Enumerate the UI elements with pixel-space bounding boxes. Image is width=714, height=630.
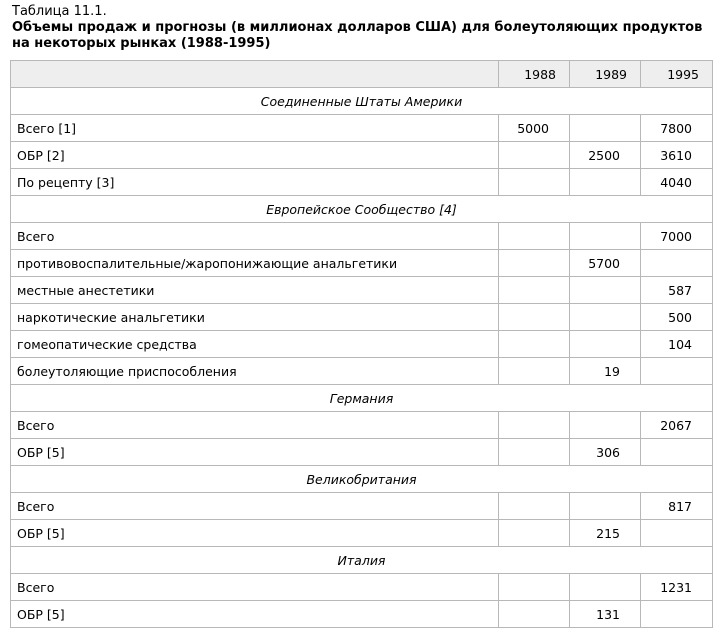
value-1989: 19 xyxy=(570,358,641,385)
table-row xyxy=(11,277,713,304)
value-1989 xyxy=(570,331,641,358)
header-year-1988: 1988 xyxy=(499,61,570,88)
value-1989 xyxy=(570,493,641,520)
header-year-1989: 1989 xyxy=(570,61,641,88)
table-header-row xyxy=(11,61,713,88)
value-1995: 817 xyxy=(641,493,713,520)
value-1995: 7800 xyxy=(641,115,713,142)
value-1989: 2500 xyxy=(570,142,641,169)
table-row xyxy=(11,439,713,466)
value-1995 xyxy=(641,358,713,385)
value-1989 xyxy=(570,223,641,250)
row-label: противовоспалительные/жаропонижающие анальгетики xyxy=(11,250,499,277)
row-label: гомеопатические средства xyxy=(11,331,499,358)
value-1988 xyxy=(499,223,570,250)
row-label: наркотические анальгетики xyxy=(11,304,499,331)
row-label: ОБР [5] xyxy=(11,601,499,628)
value-1988 xyxy=(499,358,570,385)
row-label: Всего xyxy=(11,223,499,250)
value-1989 xyxy=(570,574,641,601)
section-title: Европейское Сообщество [4] xyxy=(11,196,713,223)
table-row xyxy=(11,223,713,250)
table-row xyxy=(11,142,713,169)
value-1989 xyxy=(570,412,641,439)
table-row xyxy=(11,574,713,601)
row-label: болеутоляющие приспособления xyxy=(11,358,499,385)
value-1995: 500 xyxy=(641,304,713,331)
sales-table-body xyxy=(11,61,713,628)
row-label: Всего xyxy=(11,574,499,601)
section-title: Великобритания xyxy=(11,466,713,493)
value-1988 xyxy=(499,520,570,547)
value-1988 xyxy=(499,304,570,331)
value-1995 xyxy=(641,250,713,277)
section-row xyxy=(11,547,713,574)
row-label: ОБР [5] xyxy=(11,520,499,547)
section-row xyxy=(11,466,713,493)
section-title: Италия xyxy=(11,547,713,574)
value-1988 xyxy=(499,142,570,169)
value-1989: 306 xyxy=(570,439,641,466)
value-1988 xyxy=(499,574,570,601)
section-row xyxy=(11,196,713,223)
value-1988 xyxy=(499,169,570,196)
value-1989: 131 xyxy=(570,601,641,628)
value-1995: 587 xyxy=(641,277,713,304)
table-row xyxy=(11,493,713,520)
value-1989: 215 xyxy=(570,520,641,547)
table-row xyxy=(11,115,713,142)
value-1989 xyxy=(570,277,641,304)
value-1995: 2067 xyxy=(641,412,713,439)
table-row xyxy=(11,601,713,628)
row-label: По рецепту [3] xyxy=(11,169,499,196)
header-label-cell xyxy=(11,61,499,88)
value-1989 xyxy=(570,304,641,331)
table-title-line-1: Объемы продаж и прогнозы (в миллионах долларов США) для болеутоляющих продуктов xyxy=(12,20,703,35)
row-label: ОБР [5] xyxy=(11,439,499,466)
section-row xyxy=(11,88,713,115)
value-1988: 5000 xyxy=(499,115,570,142)
table-row xyxy=(11,304,713,331)
row-label: ОБР [2] xyxy=(11,142,499,169)
row-label: местные анестетики xyxy=(11,277,499,304)
row-label: Всего [1] xyxy=(11,115,499,142)
sales-table xyxy=(10,60,713,628)
value-1988 xyxy=(499,439,570,466)
value-1988 xyxy=(499,331,570,358)
table-row xyxy=(11,331,713,358)
table-row xyxy=(11,169,713,196)
value-1995 xyxy=(641,601,713,628)
table-row xyxy=(11,520,713,547)
table-row xyxy=(11,358,713,385)
value-1995: 7000 xyxy=(641,223,713,250)
value-1995: 3610 xyxy=(641,142,713,169)
row-label: Всего xyxy=(11,493,499,520)
section-title: Соединенные Штаты Америки xyxy=(11,88,713,115)
value-1995 xyxy=(641,520,713,547)
value-1988 xyxy=(499,493,570,520)
section-title: Германия xyxy=(11,385,713,412)
value-1995: 4040 xyxy=(641,169,713,196)
table-number: Таблица 11.1. xyxy=(12,4,107,19)
value-1989 xyxy=(570,115,641,142)
value-1995: 1231 xyxy=(641,574,713,601)
value-1988 xyxy=(499,601,570,628)
value-1988 xyxy=(499,277,570,304)
header-year-1995: 1995 xyxy=(641,61,713,88)
value-1995 xyxy=(641,439,713,466)
table-row xyxy=(11,412,713,439)
table-title-line-2: на некоторых рынках (1988-1995) xyxy=(12,36,271,51)
row-label: Всего xyxy=(11,412,499,439)
table-caption xyxy=(12,4,712,52)
section-row xyxy=(11,385,713,412)
value-1989: 5700 xyxy=(570,250,641,277)
value-1988 xyxy=(499,412,570,439)
table-row xyxy=(11,250,713,277)
value-1995: 104 xyxy=(641,331,713,358)
value-1989 xyxy=(570,169,641,196)
value-1988 xyxy=(499,250,570,277)
